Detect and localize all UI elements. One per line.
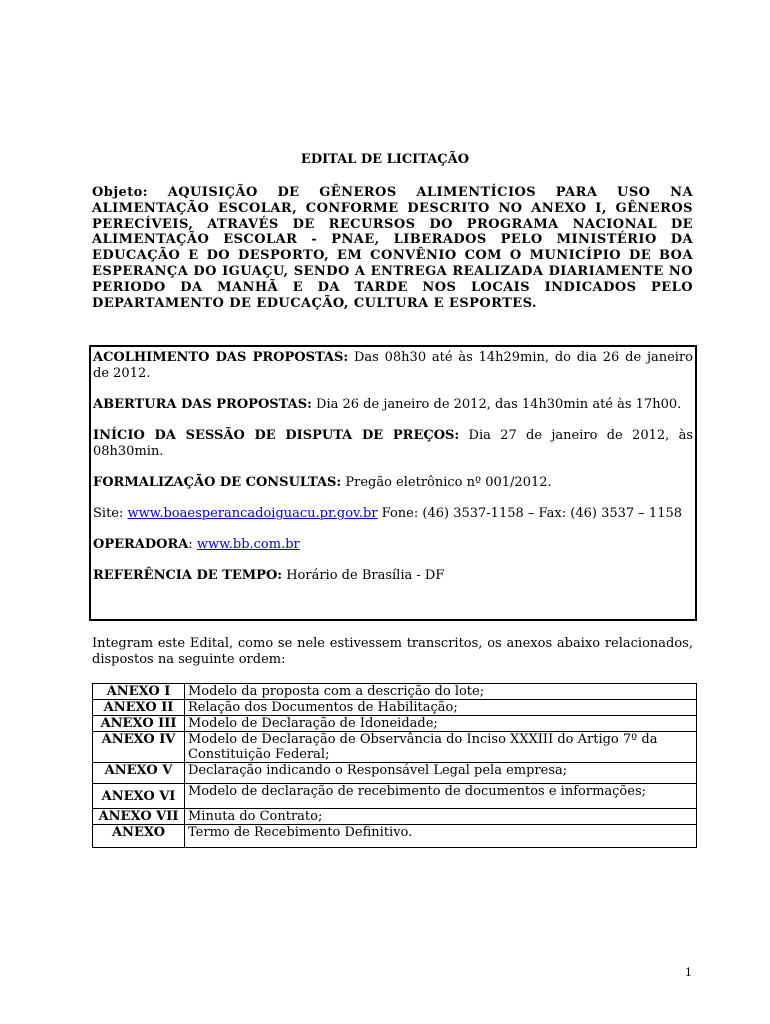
referencia-text: Horário de Brasília - DF <box>286 568 445 583</box>
anexo-desc: Termo de Recebimento Definitivo. <box>185 825 697 848</box>
table-row <box>93 809 697 825</box>
table-row <box>93 700 697 716</box>
formalizacao-text: Pregão eletrônico nº 001/2012. <box>345 475 552 490</box>
anexo-key: ANEXO IV <box>93 732 185 763</box>
acolhimento-label: ACOLHIMENTO DAS PROPOSTAS: <box>93 350 349 365</box>
abertura-item <box>93 397 693 413</box>
anexo-key: ANEXO <box>93 825 185 848</box>
anexo-desc: Modelo de Declaração de Observância do Inciso XXXIII do Artigo 7º da Constituição Federal; <box>185 732 697 763</box>
site-contact: Fone: (46) 3537-1158 – Fax: (46) 3537 – 1158 <box>381 506 683 521</box>
page-number: 1 <box>685 966 692 979</box>
site-item <box>93 506 693 522</box>
anexo-key: ANEXO V <box>93 763 185 784</box>
referencia-item <box>93 568 693 584</box>
table-row <box>93 732 697 763</box>
table-row <box>93 763 697 784</box>
inicio-item <box>93 428 693 460</box>
site-link[interactable]: www.boaesperancadoiguacu.pr.gov.br <box>127 506 378 521</box>
anexo-key: ANEXO I <box>93 684 185 700</box>
operadora-label: OPERADORA <box>93 537 189 552</box>
objeto-paragraph <box>92 185 693 311</box>
anexo-desc: Modelo da proposta com a descrição do lote; <box>185 684 697 700</box>
table-row <box>93 684 697 700</box>
anexo-key: ANEXO VII <box>93 809 185 825</box>
inicio-label: INÍCIO DA SESSÃO DE DISPUTA DE PREÇOS: <box>93 428 460 443</box>
objeto-text: AQUISIÇÃO DE GÊNEROS ALIMENTÍCIOS PARA USO NA ALIMENTAÇÃO ESCOLAR, CONFORME DESCRITO NO ANEXO I, GÊNEROS PERECÍVEIS, ATRAVÉS DE RECURSOS DO PROGRAMA NACIONAL DE ALIMENTAÇÃO ESCOLAR - PNAE, LIBERADOS PELO MINISTÉRIO DA EDUCAÇÃO E DO DESPORTO, EM CONVÊNIO COM O MUNICÍPIO DE BOA ESPERANÇA DO IGUAÇU, SENDO A ENTREGA REALIZADA DIARIAMENTE NO PERIODO DA MANHÃ E DA TARDE NOS LOCAIS INDICADOS PELO DEPARTAMENTO DE EDUCAÇÃO, CULTURA E ESPORTES. <box>92 185 693 311</box>
operadora-item: OPERADORA: www.bb.com.br <box>93 537 300 552</box>
site-label: Site: <box>93 506 124 521</box>
intro-paragraph: Integram este Edital, como se nele estivessem transcritos, os anexos abaixo relacionados, dispostos na seguinte ordem: <box>92 636 693 667</box>
table-row <box>93 716 697 732</box>
anexo-key: ANEXO VI <box>93 784 185 809</box>
operadora-link[interactable]: www.bb.com.br <box>196 537 300 552</box>
anexo-desc: Minuta do Contrato; <box>185 809 697 825</box>
table-row <box>93 825 697 848</box>
anexo-desc: Relação dos Documentos de Habilitação; <box>185 700 697 716</box>
table-row <box>93 784 697 809</box>
anexo-key: ANEXO III <box>93 716 185 732</box>
anexo-desc: Declaração indicando o Responsável Legal pela empresa; <box>185 763 697 784</box>
document-title: EDITAL DE LICITAÇÃO <box>300 152 470 167</box>
acolhimento-text: Das 08h30 até às 14h29min, do dia 26 de janeiro de 2012. <box>93 350 693 381</box>
anexo-key: ANEXO II <box>93 700 185 716</box>
formalizacao-label: FORMALIZAÇÃO DE CONSULTAS: <box>93 475 342 490</box>
abertura-label: ABERTURA DAS PROPOSTAS: <box>93 397 312 412</box>
objeto-label: Objeto: <box>92 185 149 200</box>
inicio-text: Dia 27 de janeiro de 2012, às 08h30min. <box>93 428 694 459</box>
anexos-table <box>92 683 697 848</box>
abertura-text: Dia 26 de janeiro de 2012, das 14h30min até às 17h00. <box>316 397 682 412</box>
referencia-label: REFERÊNCIA DE TEMPO: <box>93 568 283 583</box>
formalizacao-item <box>93 475 693 491</box>
acolhimento-item <box>93 350 693 382</box>
schedule-box <box>89 345 697 621</box>
anexo-desc: Modelo de declaração de recebimento de documentos e informações; <box>185 784 697 809</box>
anexo-desc: Modelo de Declaração de Idoneidade; <box>185 716 697 732</box>
